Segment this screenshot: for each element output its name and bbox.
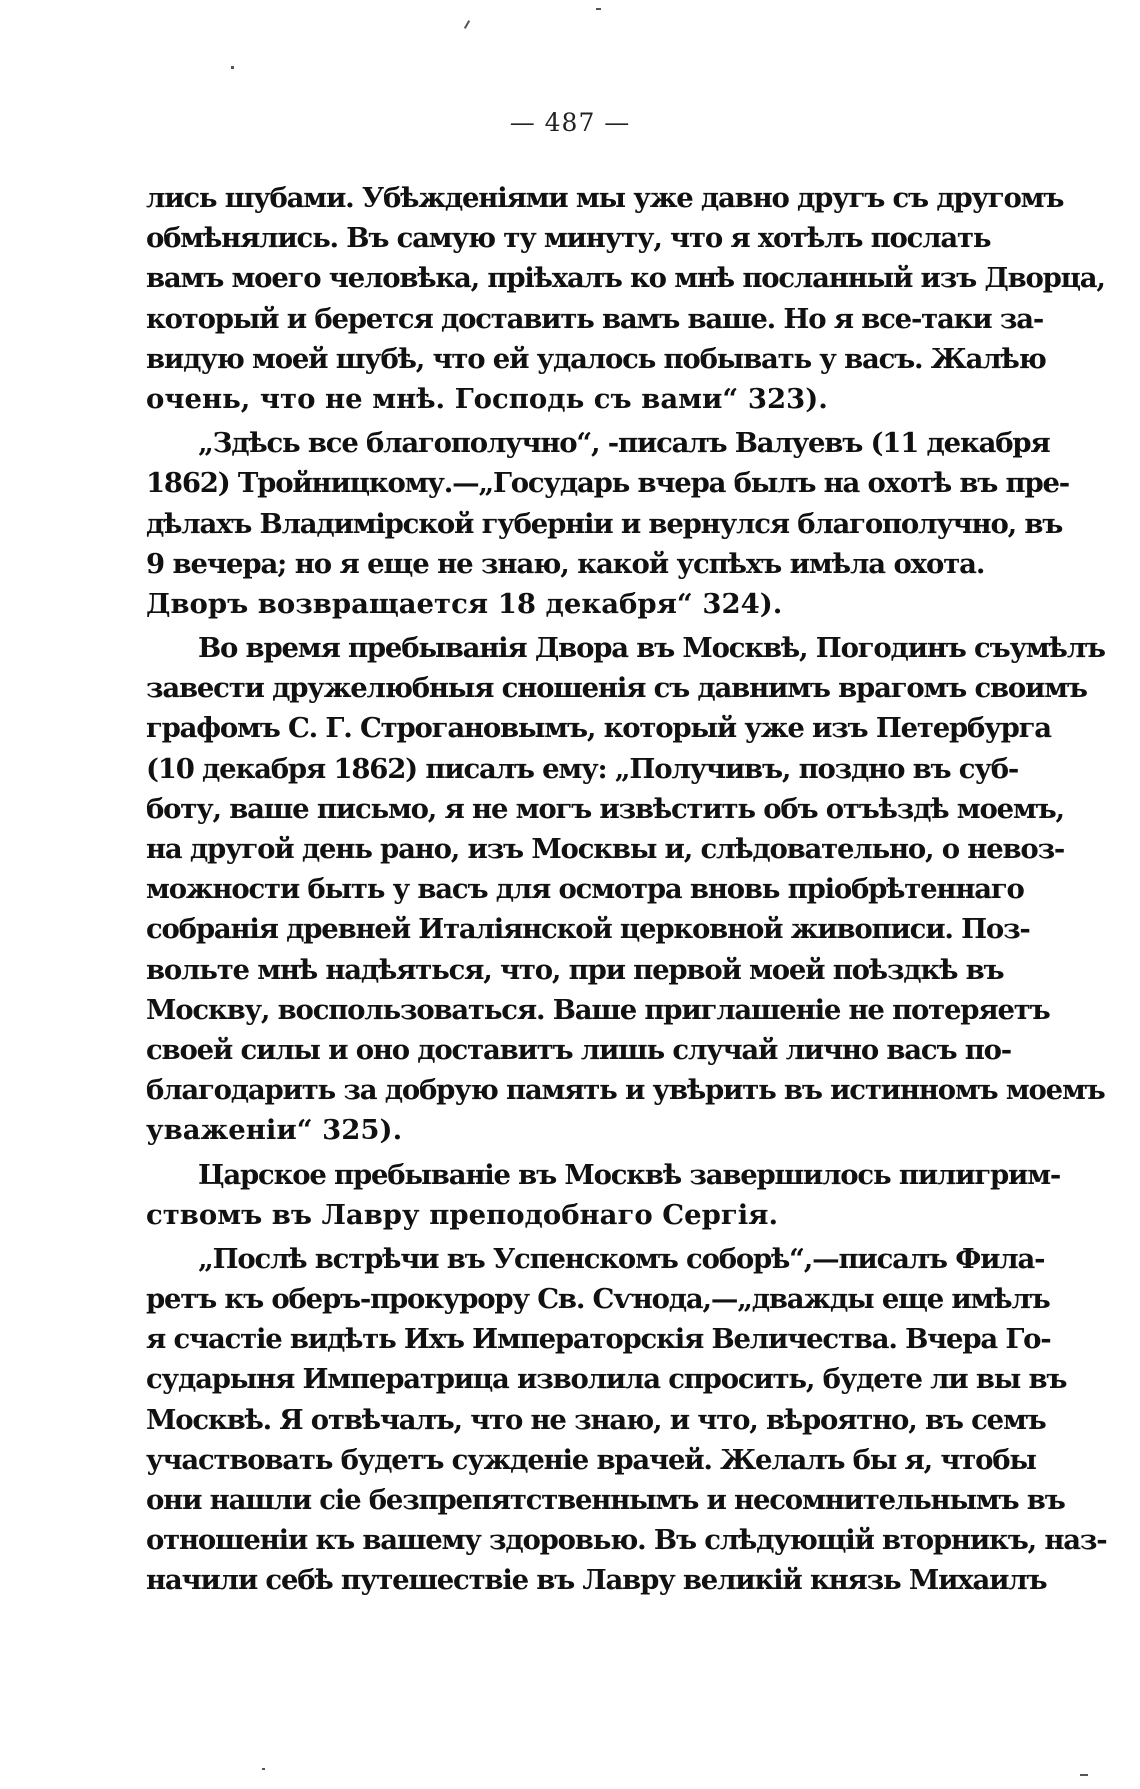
text-line: можности быть у васъ для осмотра вновь пріобрѣтеннаго: [146, 873, 1024, 906]
text-line: участвовать будетъ сужденіе врачей. Желалъ бы я, чтобы: [146, 1443, 1036, 1476]
text-line: Царское пребываніе въ Москвѣ завершилось пилигрим-: [198, 1158, 1061, 1191]
text-line: завести дружелюбныя сношенія съ давнимъ врагомъ своимъ: [146, 672, 1087, 705]
text-line: который и берется доставить вамъ ваше. Но я все-таки за-: [146, 302, 1044, 335]
text-line: я счастіе видѣть Ихъ Императорскія Величества. Вчера Го-: [146, 1323, 1051, 1356]
text-line: своей силы и оно доставитъ лишь случай лично васъ по-: [146, 1033, 1011, 1066]
text-line: 9 вечера; но я еще не знаю, какой успѣхъ имѣла охота.: [146, 547, 985, 580]
text-line: 1862) Тройницкому.—„Государь вчера былъ на охотѣ въ пре-: [146, 467, 1069, 500]
text-line: вамъ моего человѣка, пріѣхалъ ко мнѣ посланный изъ Дворца,: [146, 262, 1105, 295]
text-line: очень, что не мнѣ. Господь съ вами“ 323).: [146, 382, 828, 415]
text-line: собранія древней Италіянской церковной живописи. Поз-: [146, 913, 1030, 946]
text-line: вольте мнѣ надѣяться, что, при первой моей поѣздкѣ въ: [146, 953, 1004, 986]
scan-speck: [231, 66, 234, 69]
text-line: (10 декабря 1862) писалъ ему: „Получивъ, поздно въ суб-: [146, 752, 1019, 785]
text-line: сударыня Императрица изволила спросить, будете ли вы въ: [146, 1363, 1067, 1396]
paragraph: [146, 178, 1105, 419]
paragraph: [146, 628, 1105, 1150]
scan-speck: [464, 20, 470, 29]
text-line: боту, ваше письмо, я не могъ извѣстить объ отъѣздѣ моемъ,: [146, 792, 1064, 825]
scan-speck: [1080, 1774, 1088, 1776]
text-line: они нашли сіе безпрепятственнымъ и несомнительнымъ въ: [146, 1484, 1065, 1516]
text-line: ретъ къ оберъ-прокурору Св. Сѵнода,—„дважды еще имѣлъ: [146, 1283, 1050, 1316]
text-line: обмѣнялись. Въ самую ту минуту, что я хотѣлъ послать: [146, 222, 991, 255]
scan-speck: [262, 1768, 265, 1770]
scan-speck: [596, 8, 601, 10]
text-line: уваженіи“ 325).: [146, 1114, 403, 1147]
paragraph: [146, 1239, 1107, 1601]
paragraph: [146, 1155, 1061, 1235]
text-line: дѣлахъ Владимірской губерніи и вернулся благополучно, въ: [146, 507, 1063, 540]
text-line: начили себѣ путешествіе въ Лавру великій князь Михаилъ: [146, 1564, 1047, 1597]
text-line: „Здѣсь все благополучно“, -писалъ Валуевъ (11 декабря: [198, 427, 1050, 460]
text-line: благодарить за добрую память и увѣрить въ истинномъ моемъ: [146, 1074, 1105, 1107]
text-line: Москву, воспользоваться. Ваше приглашеніе не потеряетъ: [146, 993, 1050, 1026]
text-line: Дворъ возвращается 18 декабря“ 324).: [146, 587, 783, 620]
paragraph: [146, 423, 1069, 624]
text-line: Во время пребыванія Двора въ Москвѣ, Погодинъ съумѣлъ: [198, 632, 1105, 665]
text-line: „Послѣ встрѣчи въ Успенскомъ соборѣ“,—писалъ Фила-: [198, 1242, 1045, 1275]
text-line: отношеніи къ вашему здоровью. Въ слѣдующій вторникъ, наз-: [146, 1524, 1107, 1557]
page-number: — 487 —: [509, 108, 631, 137]
text-line: графомъ С. Г. Строгановымъ, который уже изъ Петербурга: [146, 712, 1051, 745]
text-line: видую моей шубѣ, что ей удалось побывать у васъ. Жалѣю: [146, 342, 1046, 375]
body-text: [146, 178, 1107, 1601]
text-line: лись шубами. Убѣжденіями мы уже давно другъ съ другомъ: [146, 182, 1064, 214]
text-line: ствомъ въ Лавру преподобнаго Сергія.: [146, 1198, 779, 1231]
text-line: на другой день рано, изъ Москвы и, слѣдовательно, о невоз-: [146, 833, 1065, 865]
text-line: Москвѣ. Я отвѣчалъ, что не знаю, и что, вѣроятно, въ семъ: [146, 1403, 1046, 1436]
